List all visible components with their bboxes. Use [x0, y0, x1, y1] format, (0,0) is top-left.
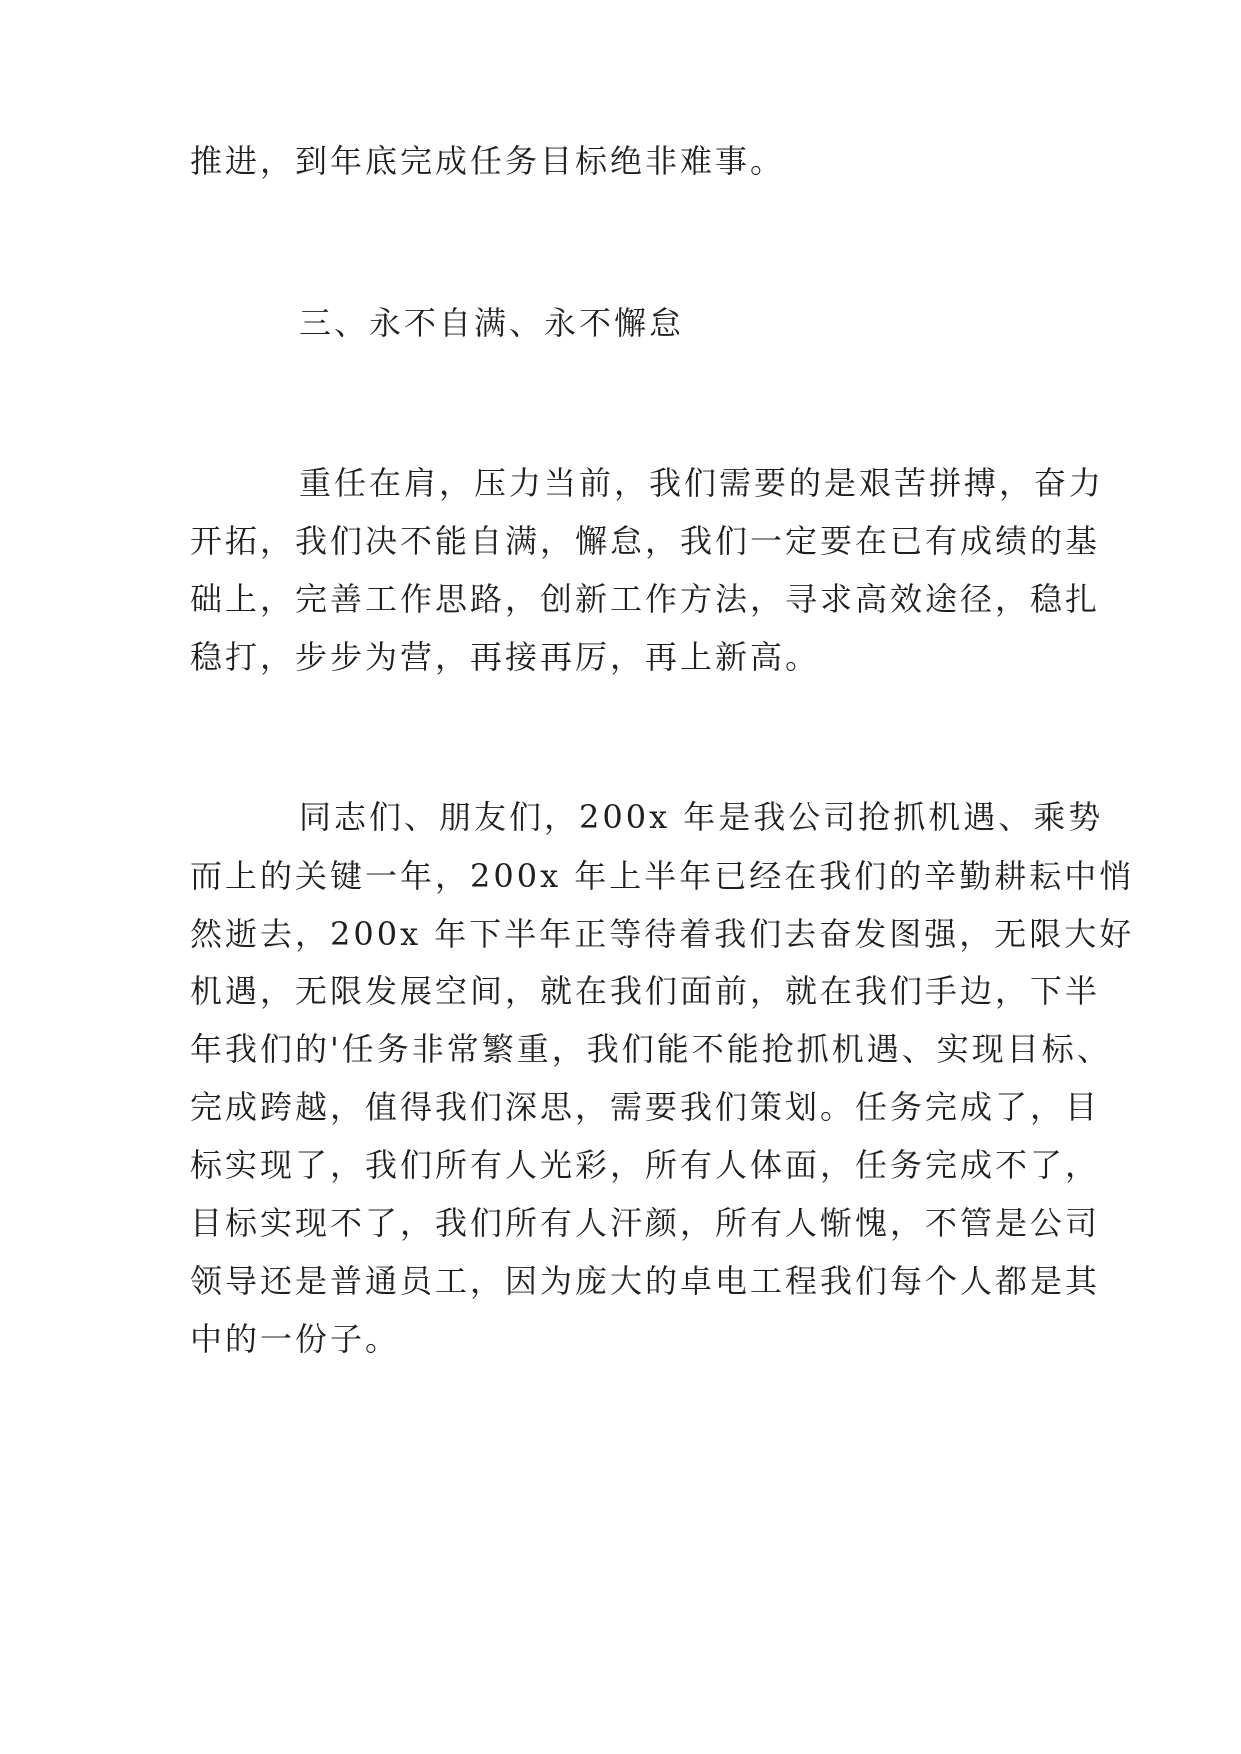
- paragraph-3-line-3: 然逝去，200x 年下半年正等待着我们去奋发图强，无限大好: [190, 915, 1135, 953]
- paragraph-1-line-1: 推进，到年底完成任务目标绝非难事。: [190, 142, 786, 180]
- paragraph-3-line-5: 年我们的'任务非常繁重，我们能不能抢抓机遇、实现目标、: [190, 1030, 1112, 1068]
- paragraph-2-line-4: 稳打，步步为营，再接再厉，再上新高。: [190, 638, 821, 676]
- paragraph-2-line-3: 础上，完善工作思路，创新工作方法，寻求高效途径，稳扎: [190, 580, 1101, 618]
- paragraph-2-line-2: 开拓，我们决不能自满，懈怠，我们一定要在已有成绩的基: [190, 522, 1101, 560]
- paragraph-3-line-2: 而上的关键一年，200x 年上半年已经在我们的辛勤耕耘中悄: [190, 857, 1135, 895]
- paragraph-3-line-9: 领导还是普通员工，因为庞大的卓电工程我们每个人都是其: [190, 1262, 1101, 1300]
- paragraph-3-line-10: 中的一份子。: [190, 1320, 401, 1358]
- paragraph-2-line-1: 重任在肩，压力当前，我们需要的是艰苦拼搏，奋力: [299, 464, 1105, 502]
- paragraph-3-line-6: 完成跨越，值得我们深思，需要我们策划。任务完成了，目: [190, 1088, 1101, 1126]
- paragraph-3-line-1: 同志们、朋友们，200x 年是我公司抢抓机遇、乘势: [299, 798, 1104, 836]
- section-heading-3: 三、永不自满、永不懈怠: [299, 304, 685, 342]
- paragraph-3-line-4: 机遇，无限发展空间，就在我们面前，就在我们手边，下半: [190, 972, 1101, 1010]
- paragraph-3-line-7: 标实现了，我们所有人光彩，所有人体面，任务完成不了，: [190, 1146, 1101, 1184]
- paragraph-3-line-8: 目标实现不了，我们所有人汗颜，所有人惭愧，不管是公司: [190, 1204, 1101, 1242]
